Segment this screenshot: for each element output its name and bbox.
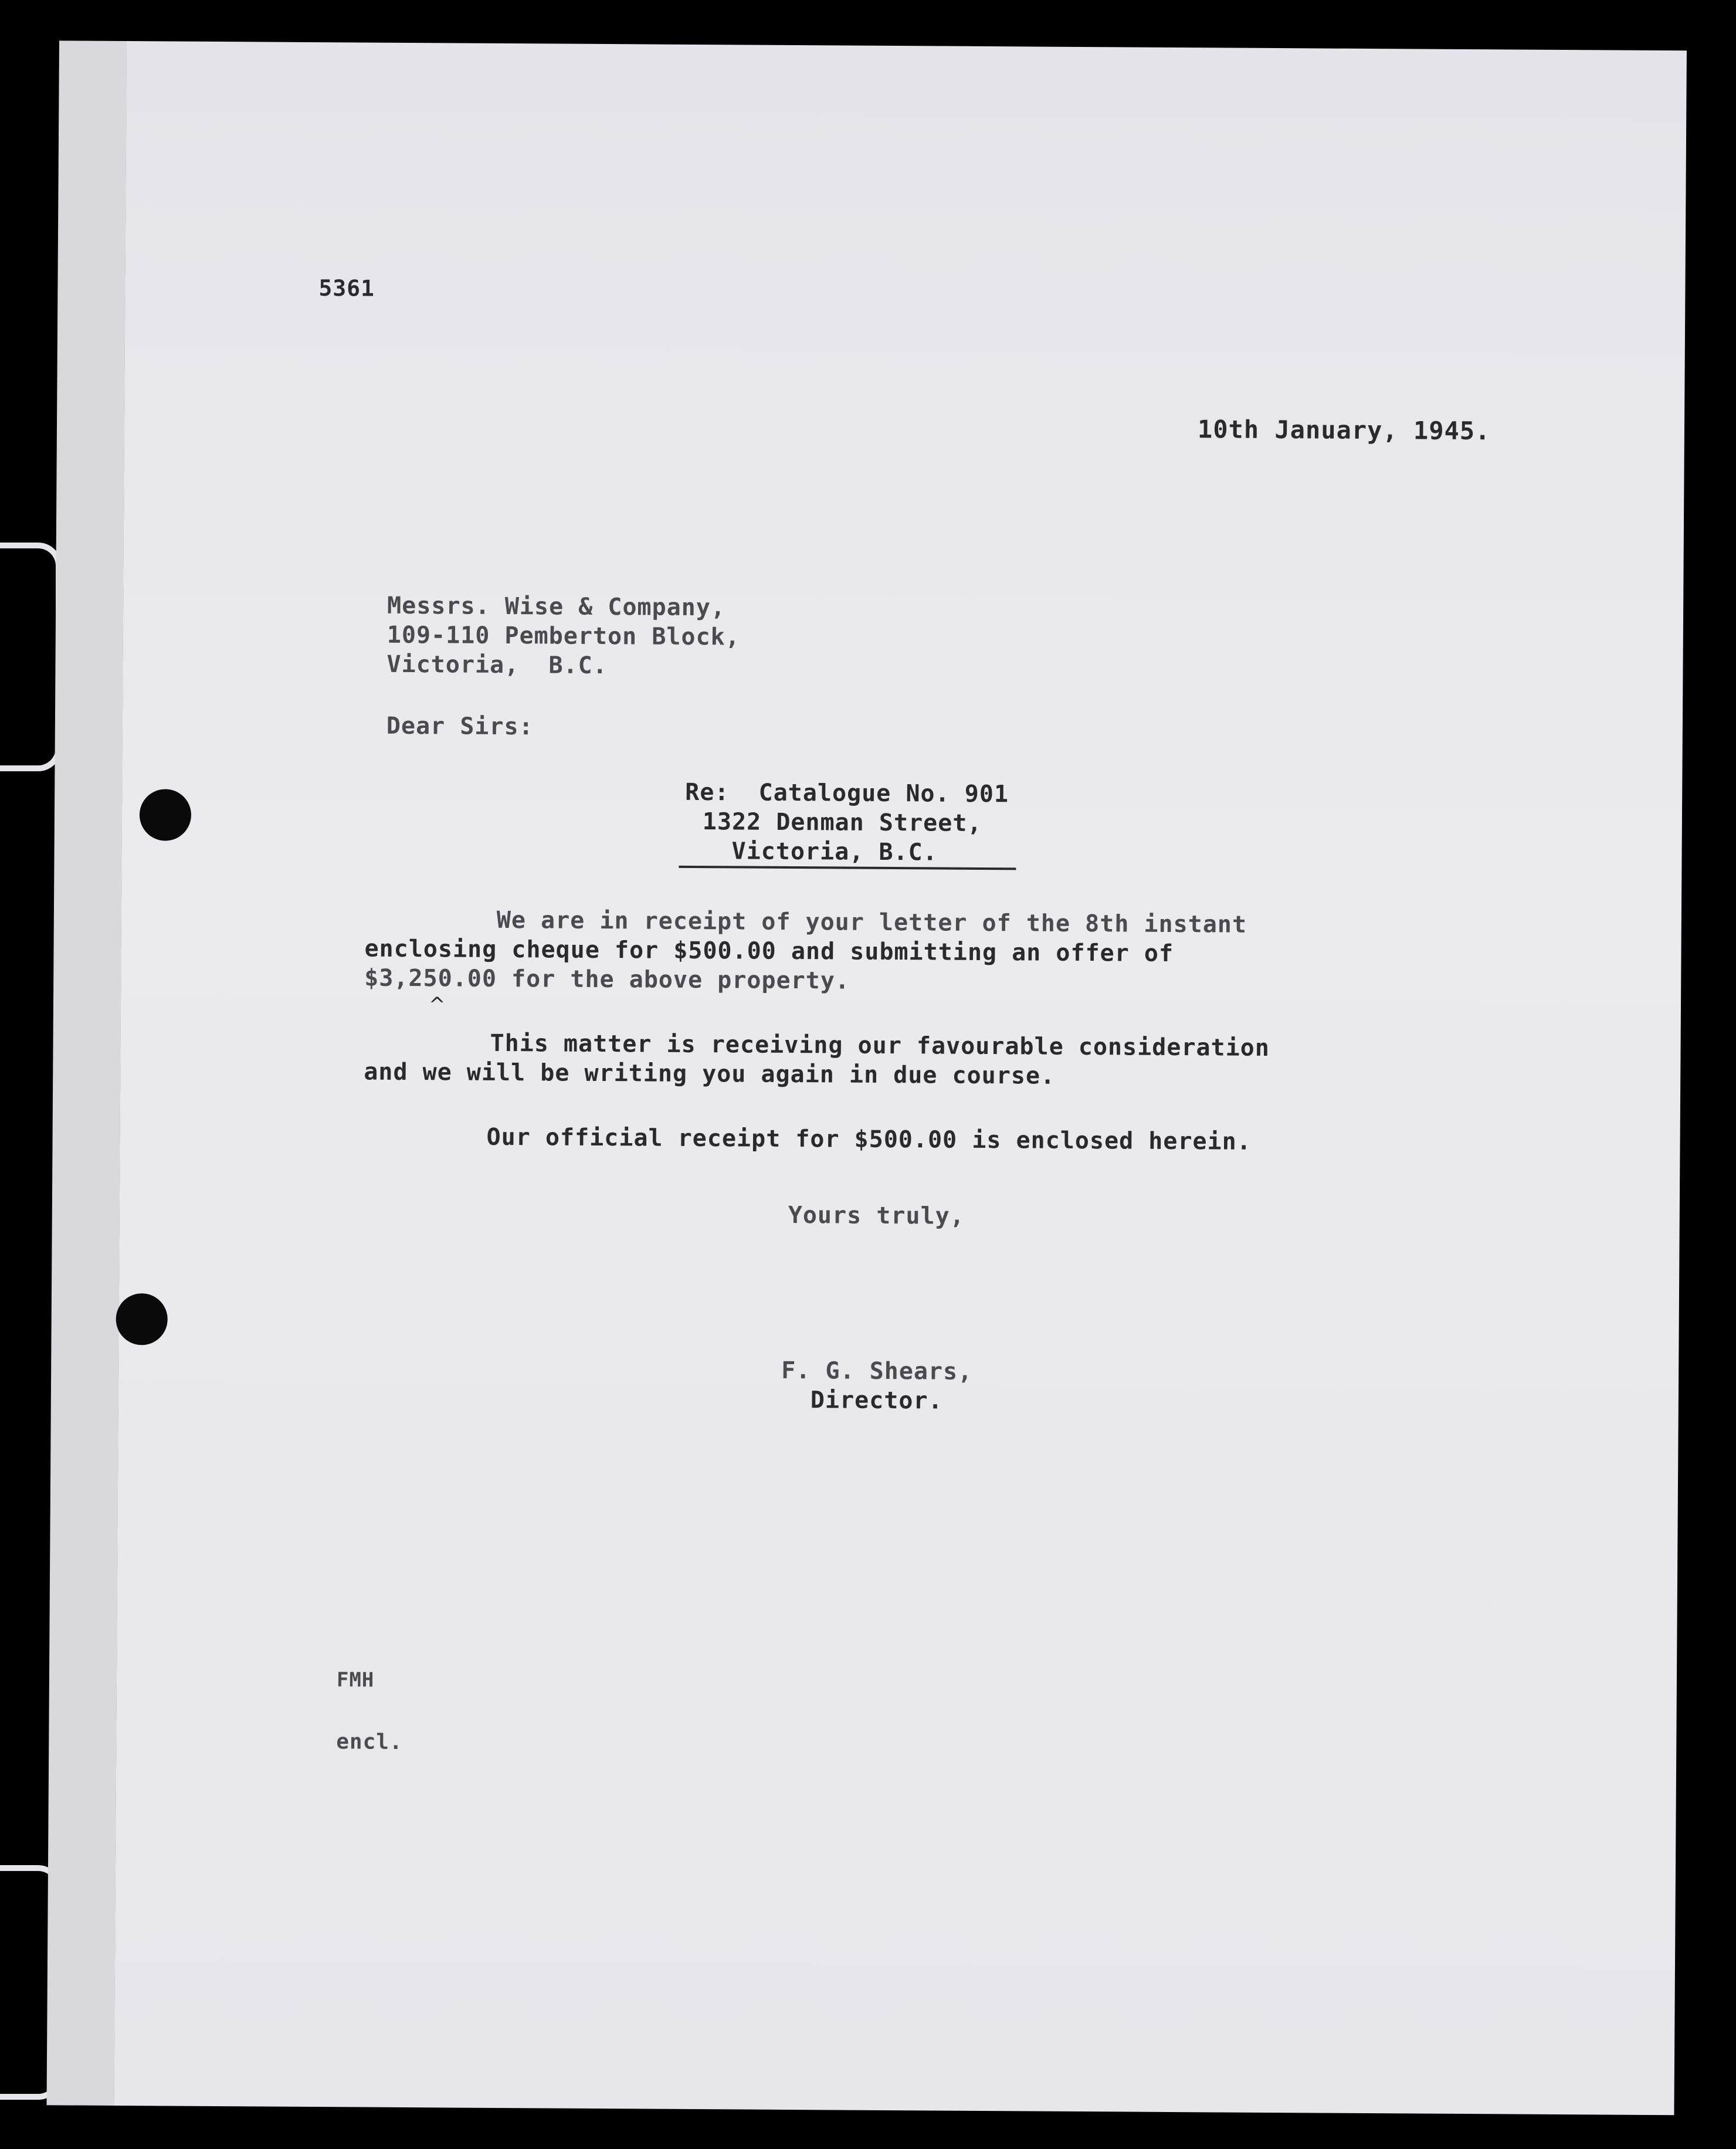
enclosure-note: encl. xyxy=(336,1730,403,1754)
body-p1-line1: We are in receipt of your letter of the 8th instant xyxy=(496,906,1247,938)
subject-line-3: Victoria, B.C. xyxy=(731,838,938,866)
punch-hole-bottom xyxy=(116,1293,168,1345)
letter-sheet xyxy=(110,41,1686,2115)
typist-initials: FMH xyxy=(336,1668,375,1692)
subject-underline xyxy=(679,866,1016,870)
body-p3-line1: Our official receipt for $500.00 is enclosed herein. xyxy=(486,1123,1252,1155)
punch-hole-top xyxy=(140,789,192,841)
body-p1-line2: enclosing cheque for $500.00 and submitting an offer of xyxy=(364,935,1174,967)
address-line-1: Messrs. Wise & Company, xyxy=(386,592,726,622)
salutation: Dear Sirs: xyxy=(386,712,534,741)
address-line-3: Victoria, B.C. xyxy=(386,650,608,680)
body-p2-line2: and we will be writing you again in due course. xyxy=(364,1058,1056,1090)
body-p2-line1: This matter is receiving our favourable consideration xyxy=(490,1029,1270,1062)
file-number: 5361 xyxy=(318,275,375,301)
address-line-2: 109-110 Pemberton Block, xyxy=(386,621,740,651)
subject-line-1: Re: Catalogue No. 901 xyxy=(685,778,1009,808)
body-p1-line3: $3,250.00 for the above property. xyxy=(364,964,850,995)
subject-line-2: 1322 Denman Street, xyxy=(702,808,982,837)
binder-tab-top xyxy=(0,543,62,771)
complimentary-close: Yours truly, xyxy=(788,1201,965,1230)
letter-date: 10th January, 1945. xyxy=(1197,415,1491,446)
correction-mark: ^ xyxy=(428,993,446,1017)
signature-title: Director. xyxy=(810,1387,943,1415)
signature-name: F. G. Shears, xyxy=(781,1357,973,1385)
